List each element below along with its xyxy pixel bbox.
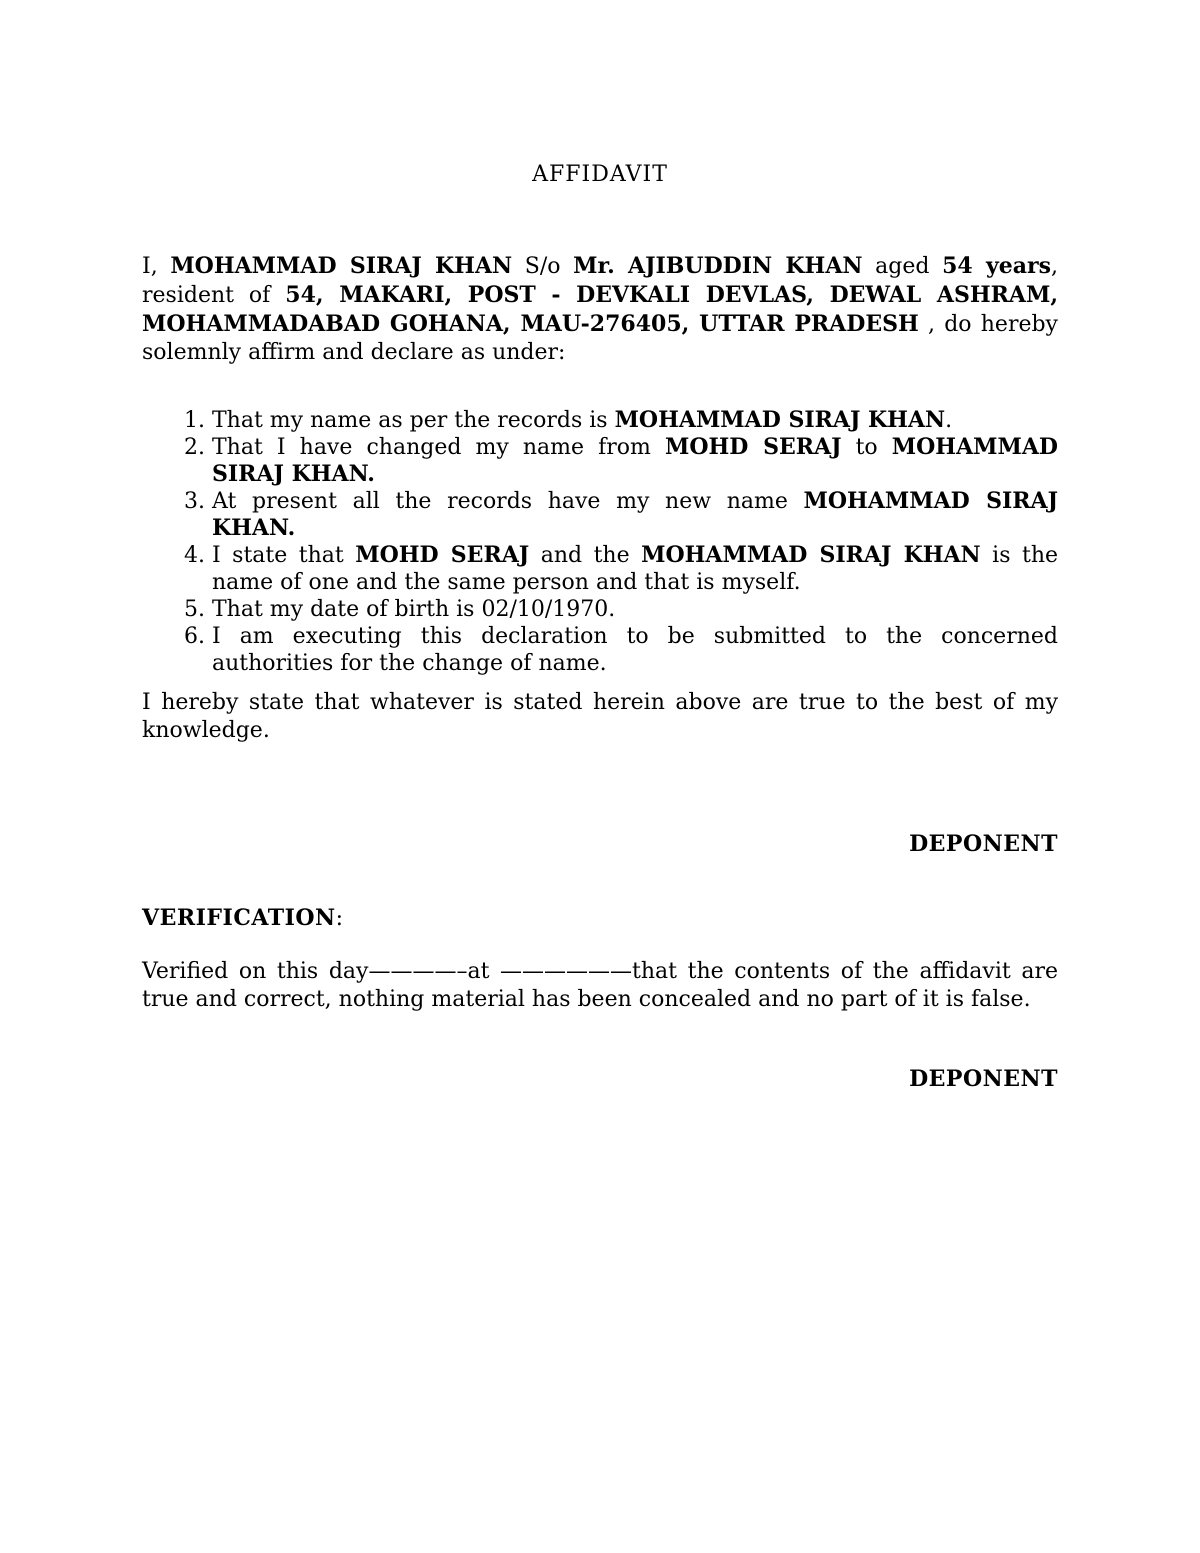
declaration-item bbox=[212, 434, 1058, 488]
document-title: AFFIDAVIT bbox=[532, 162, 668, 187]
item-text: I am executing this declaration to be submitted to the concerned authorities for the change of name. bbox=[212, 624, 1058, 676]
item-text: is the name of one and the same person and that is myself. bbox=[212, 543, 1059, 595]
item-text: That my name as per the records is bbox=[212, 408, 615, 433]
verification-heading-colon: : bbox=[335, 906, 344, 931]
item-bold-text: MOHAMMAD SIRAJ KHAN. bbox=[212, 488, 1059, 541]
item-text: I state that bbox=[212, 543, 356, 568]
intro-text-1: I, bbox=[142, 254, 171, 279]
item-text: . bbox=[945, 408, 953, 433]
intro-paragraph bbox=[142, 252, 1058, 367]
document-content bbox=[142, 158, 1058, 1096]
deponent-signature-label-2: DEPONENT bbox=[909, 1066, 1058, 1092]
item-text: At present all the records have my new name bbox=[212, 489, 804, 514]
item-text: to bbox=[841, 435, 892, 460]
intro-text-2: S/o bbox=[512, 254, 574, 279]
item-bold-text: MOHD SERAJ bbox=[664, 434, 842, 460]
deponent-name: MOHAMMAD SIRAJ KHAN bbox=[170, 253, 513, 279]
deponent-age: 54 years bbox=[942, 253, 1051, 279]
item-text: That my date of birth is 02/10/1970. bbox=[212, 597, 616, 622]
declaration-item bbox=[212, 488, 1058, 542]
declaration-item bbox=[212, 407, 1058, 434]
item-bold-text: MOHAMMAD SIRAJ KHAN bbox=[641, 542, 981, 568]
closing-statement: I hereby state that whatever is stated herein above are true to the best of my knowledge. bbox=[142, 690, 1058, 743]
item-bold-text: MOHAMMAD SIRAJ KHAN. bbox=[212, 434, 1058, 487]
deponent-signature-label: DEPONENT bbox=[909, 831, 1058, 857]
intro-text-5: , do hereby solemnly affirm and declare as under: bbox=[142, 312, 1058, 365]
declaration-item bbox=[212, 542, 1058, 596]
declaration-item bbox=[212, 596, 1058, 623]
verification-text: Verified on this day————–at ——————that the contents of the affidavit are true and correct, nothing material has been concealed and no part of it is false. bbox=[142, 959, 1058, 1012]
declaration-list bbox=[142, 407, 1058, 677]
intro-text-3: aged bbox=[862, 254, 943, 279]
item-text: That I have changed my name from bbox=[212, 435, 665, 460]
deponent-address: 54, MAKARI, POST - DEVKALI DEVLAS, DEWAL ASHRAM, MOHAMMADABAD GOHANA, MAU-276405, UTTAR PRADESH bbox=[142, 282, 1058, 337]
father-name: Mr. AJIBUDDIN KHAN bbox=[573, 253, 863, 279]
item-text: and the bbox=[529, 543, 642, 568]
item-bold-text: MOHD SERAJ bbox=[355, 542, 530, 568]
verification-heading bbox=[142, 901, 1058, 936]
item-bold-text: MOHAMMAD SIRAJ KHAN bbox=[614, 407, 946, 433]
declaration-item bbox=[212, 623, 1058, 677]
intro-text-4: , resident of bbox=[142, 254, 1058, 308]
verification-heading-text: VERIFICATION bbox=[142, 905, 336, 931]
